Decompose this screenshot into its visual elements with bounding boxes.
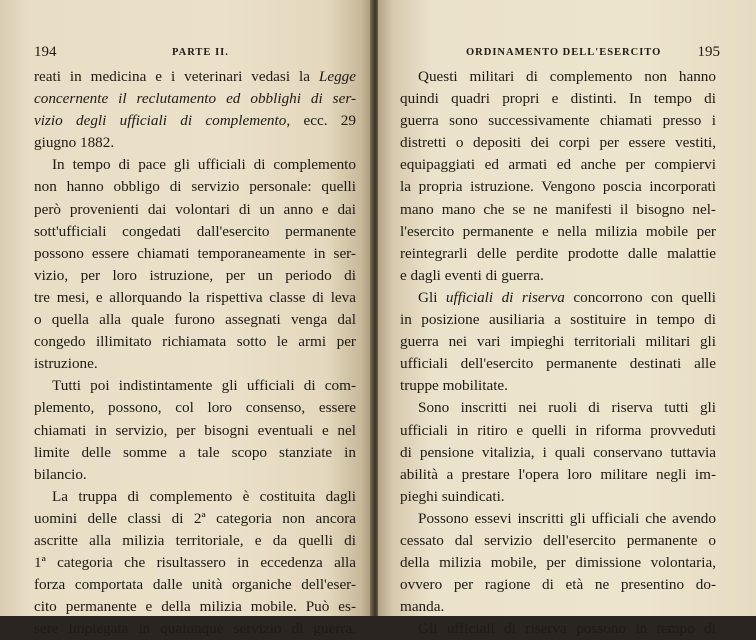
text-run: Gli ufficiali di riserva possono in tempo di bbox=[418, 620, 716, 638]
text-line bbox=[400, 110, 716, 132]
text-line bbox=[400, 199, 716, 221]
text-run: chiamati in servizio, per bisogni eventuali e nel bbox=[34, 421, 356, 439]
text-run: uomini delle classi di 2ª categoria non ancora bbox=[34, 509, 356, 527]
running-head-right: ORDINAMENTO DELL'ESERCITO bbox=[466, 47, 662, 58]
text-line bbox=[34, 353, 356, 375]
text-run: la propria istruzione. Vengono poscia incorporati bbox=[400, 178, 716, 196]
left-page bbox=[0, 0, 372, 638]
text-line bbox=[400, 375, 716, 397]
text-line bbox=[34, 265, 356, 287]
text-run: possono essere chiamati temporaneamente in ser- bbox=[34, 244, 356, 262]
text-line bbox=[400, 464, 716, 486]
text-run: La truppa di complemento è costituita dagli bbox=[52, 487, 356, 505]
text-run: della milizia mobile, per dimissione volontaria, bbox=[400, 554, 716, 572]
text-line bbox=[400, 552, 716, 574]
text-run: , ecc. 29 bbox=[286, 112, 356, 130]
text-run: Questi militari di complemento non hanno bbox=[418, 68, 716, 85]
text-line bbox=[400, 420, 716, 442]
text-line bbox=[34, 375, 356, 397]
text-line bbox=[34, 132, 356, 154]
text-run: cito permanente e della milizia mobile. Può es- bbox=[34, 598, 356, 616]
text-line bbox=[34, 309, 356, 331]
text-line bbox=[400, 309, 716, 331]
text-line bbox=[34, 287, 356, 309]
text-line bbox=[400, 221, 716, 243]
text-line bbox=[34, 243, 356, 265]
text-run: equipaggiati ed armati ed anche per compiervi bbox=[400, 156, 716, 174]
text-line bbox=[34, 176, 356, 198]
text-run: vizio, per loro istruzione, per un periodo di bbox=[34, 266, 356, 284]
text-run: congedo illimitato richiamata sotto le armi per bbox=[34, 333, 356, 351]
text-run: abilità a prestare l'opera loro militare negli im- bbox=[400, 465, 716, 483]
text-line bbox=[34, 574, 356, 596]
text-run: limite delle somme a tale scopo stanziate in bbox=[34, 443, 356, 461]
text-run: ovvero per ragione di età ne presentino do- bbox=[400, 576, 716, 594]
text-run: manda. bbox=[400, 598, 445, 616]
left-page-header bbox=[0, 44, 372, 64]
text-run: Possono essevi inscritti gli ufficiali che avendo bbox=[418, 509, 716, 527]
text-line bbox=[400, 530, 716, 552]
text-run: sere impiegata in qualunque servizio di guerra. bbox=[34, 620, 356, 638]
text-line bbox=[34, 596, 356, 618]
text-line bbox=[400, 176, 716, 198]
italic-text: vizio degli ufficiali di complemento bbox=[34, 112, 287, 130]
text-run: bilancio. bbox=[34, 465, 87, 483]
italic-text: ufficiali di riserva bbox=[445, 288, 565, 306]
text-line bbox=[400, 442, 716, 464]
text-run: ufficiali in ritiro e quelli in riforma provveduti bbox=[400, 421, 716, 439]
text-line bbox=[400, 88, 716, 110]
text-run: non hanno obbligo di servizio personale: quelli bbox=[34, 178, 356, 196]
text-line bbox=[34, 154, 356, 176]
text-run: istruzione. bbox=[34, 355, 98, 373]
text-run: mano mano che se ne manifesti il bisogno nel- bbox=[400, 200, 716, 218]
text-run: guerra sono successivamente chiamati presso i bbox=[400, 112, 716, 130]
text-run: concorrono con quelli bbox=[564, 288, 716, 306]
text-run: sott'ufficiali congedati dall'esercito permanente bbox=[34, 222, 356, 240]
text-line bbox=[34, 618, 356, 640]
right-page-body bbox=[400, 66, 716, 640]
text-run: reintegrarli delle perdite prodotte dalle malattie bbox=[400, 244, 716, 262]
text-line bbox=[400, 243, 716, 265]
left-page-body bbox=[34, 66, 356, 640]
text-line bbox=[34, 199, 356, 221]
text-run: In tempo di pace gli ufficiali di complemento bbox=[52, 156, 356, 174]
text-run: plemento, possono, col loro consenso, essere bbox=[34, 399, 356, 417]
text-line bbox=[34, 397, 356, 419]
text-line bbox=[400, 66, 716, 88]
text-line bbox=[34, 442, 356, 464]
text-line bbox=[400, 331, 716, 353]
text-run: cessato dal servizio dell'esercito permanente o bbox=[400, 531, 716, 549]
text-line bbox=[34, 486, 356, 508]
text-line bbox=[34, 464, 356, 486]
text-line bbox=[400, 574, 716, 596]
text-run: giugno 1882. bbox=[34, 134, 115, 152]
text-run: guerra nei vari impieghi territoriali militari gli bbox=[400, 333, 716, 351]
italic-text: Legge bbox=[318, 68, 356, 85]
text-line bbox=[34, 530, 356, 552]
text-run: ufficiali dell'esercito permanente destinati alle bbox=[400, 355, 716, 373]
text-line bbox=[34, 221, 356, 243]
text-run: di pensione vitalizia, i quali conservano tuttavia bbox=[400, 443, 716, 461]
text-run: e dagli eventi di guerra. bbox=[400, 266, 544, 284]
text-line bbox=[400, 132, 716, 154]
text-run: o quella alla quale furono assegnati venga dal bbox=[34, 311, 356, 329]
text-line bbox=[34, 508, 356, 530]
text-run: Gli bbox=[418, 288, 446, 306]
text-run: distretti o depositi dei corpi per essere vestiti, bbox=[400, 134, 716, 152]
text-line bbox=[400, 596, 716, 618]
text-run: truppe mobilitate. bbox=[400, 377, 508, 395]
text-run: l'esercito permanente e nella milizia mobile per bbox=[400, 222, 716, 240]
italic-text: concernente il reclutamento ed obblighi di ser- bbox=[34, 90, 356, 108]
text-line bbox=[400, 397, 716, 419]
text-run: pieghi suindicati. bbox=[400, 487, 505, 505]
text-line bbox=[400, 353, 716, 375]
text-run: 1ª categoria che risultassero in eccedenza alla bbox=[34, 554, 356, 572]
text-line bbox=[400, 618, 716, 640]
text-line bbox=[400, 486, 716, 508]
text-line bbox=[34, 331, 356, 353]
text-line bbox=[34, 88, 356, 110]
page-number-left: 194 bbox=[34, 44, 57, 60]
running-head-left: PARTE II. bbox=[172, 47, 229, 58]
right-page-header bbox=[378, 44, 756, 64]
text-run: quindi quadri propri e distinti. In tempo di bbox=[400, 90, 716, 108]
text-run: tre mesi, e allorquando la rispettiva classe di leva bbox=[34, 288, 356, 306]
right-page bbox=[378, 0, 756, 638]
text-run: Sono inscritti nei ruoli di riserva tutti gli bbox=[418, 399, 716, 417]
text-line bbox=[400, 154, 716, 176]
text-run: in posizione ausiliaria a sostituire in tempo di bbox=[400, 311, 716, 329]
text-run: Tutti poi indistintamente gli ufficiali di com- bbox=[52, 377, 356, 395]
text-line bbox=[400, 287, 716, 309]
text-line bbox=[34, 110, 356, 132]
text-line bbox=[34, 420, 356, 442]
text-line bbox=[34, 552, 356, 574]
page-number-right: 195 bbox=[697, 44, 720, 60]
text-run: ascritte alla milizia territoriale, e da quelli di bbox=[34, 531, 356, 549]
text-line bbox=[400, 265, 716, 287]
text-line bbox=[400, 508, 716, 530]
text-line bbox=[34, 66, 356, 88]
text-run: reati in medicina e i veterinari vedasi la bbox=[34, 68, 319, 85]
text-run: però provenienti dai volontari di un anno e dai bbox=[34, 200, 356, 218]
text-run: forza comportata dalle unità organiche dell'eser- bbox=[34, 576, 356, 594]
